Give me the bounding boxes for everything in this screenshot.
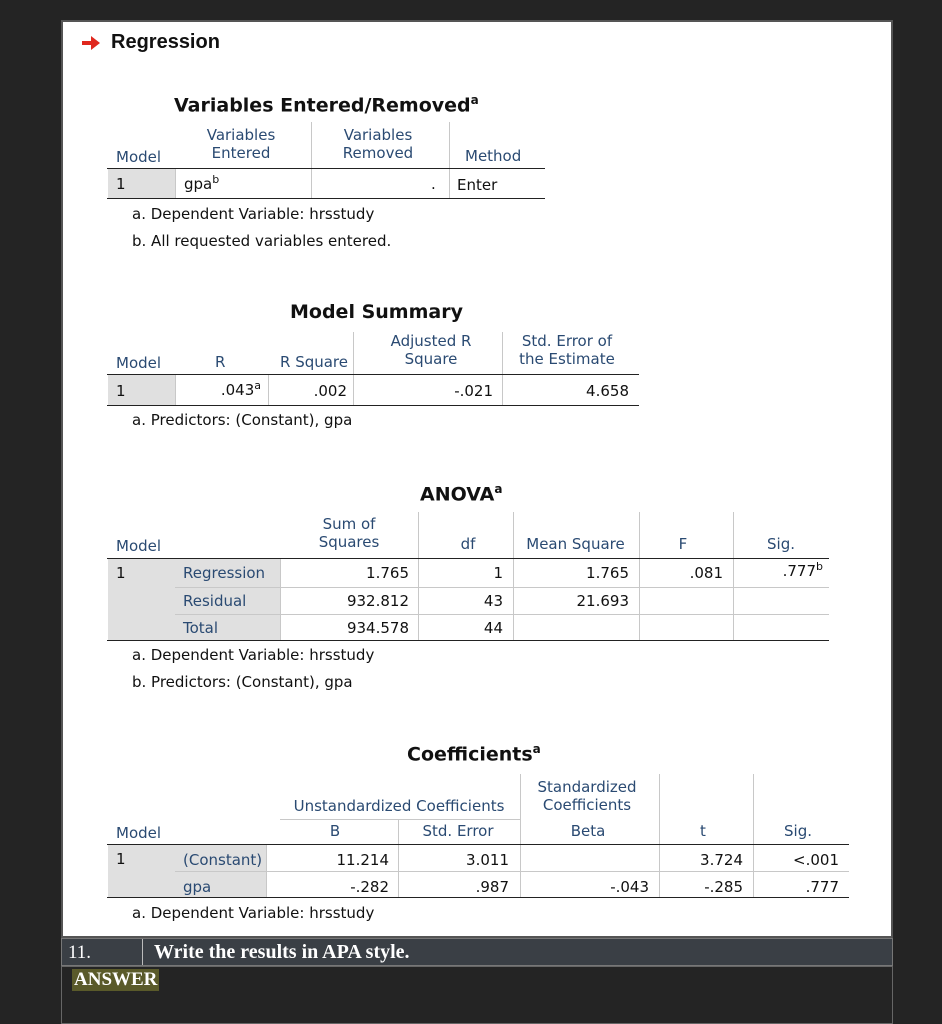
anova-note-a: a. Dependent Variable: hrsstudy	[132, 646, 375, 664]
anova-residual-df: 43	[483, 592, 503, 610]
anova-col-sig: Sig.	[767, 535, 795, 553]
coefficients-title: Coefficients$^a$	[407, 742, 541, 766]
anova-total-sum-sq: 934.578	[346, 619, 409, 637]
anova-row-regression-label: Regression	[183, 564, 266, 582]
anova-residual-mean-sq: 21.693	[576, 592, 629, 610]
output-page	[61, 20, 893, 938]
ms-row-model: 1	[116, 382, 126, 400]
regression-heading[interactable]	[81, 31, 220, 54]
coef-col-std-error: Std. Error	[422, 822, 494, 840]
coef-row-gpa-label: gpa	[183, 878, 212, 896]
ms-col-adj-r-square: Adjusted R Square	[390, 332, 472, 368]
anova-regression-mean-sq: 1.765	[586, 564, 629, 582]
var-row-method: Enter	[457, 176, 498, 194]
anova-regression-sig: .777$^b$	[782, 560, 823, 580]
ms-col-r-square: R Square	[280, 353, 348, 371]
red-arrow-icon	[81, 35, 101, 51]
coef-constant-std-error: 3.011	[466, 851, 509, 869]
ms-col-std-error: Std. Error of the Estimate	[519, 332, 615, 368]
anova-regression-df: 1	[493, 564, 503, 582]
col-variables-removed: Variables Removed	[342, 126, 414, 162]
coef-model: 1	[116, 850, 126, 868]
coef-col-model: Model	[116, 824, 162, 842]
anova-col-f: F	[678, 535, 688, 553]
answer-box[interactable]	[61, 966, 893, 1024]
anova-regression-sum-sq: 1.765	[366, 564, 409, 582]
ms-note-a: a. Predictors: (Constant), gpa	[132, 411, 353, 429]
question-number: 11.	[68, 942, 92, 963]
coef-gpa-t: -.285	[704, 878, 743, 896]
col-method: Method	[465, 147, 522, 165]
question-text: Write the results in APA style.	[154, 941, 410, 963]
anova-note-b: b. Predictors: (Constant), gpa	[132, 673, 353, 691]
question-row	[61, 938, 893, 966]
anova-row-residual-label: Residual	[183, 592, 247, 610]
anova-model: 1	[116, 564, 126, 582]
anova-total-df: 44	[483, 619, 503, 637]
coef-note-a: a. Dependent Variable: hrsstudy	[132, 904, 375, 922]
coef-constant-b: 11.214	[336, 851, 389, 869]
anova-col-model: Model	[116, 537, 162, 555]
var-row-entered: gpa$^b$	[184, 173, 220, 193]
anova-row-total-label: Total	[183, 619, 219, 637]
regression-title: Regression	[111, 31, 220, 53]
anova-residual-sum-sq: 932.812	[346, 592, 409, 610]
model-summary-title: Model Summary	[290, 301, 463, 323]
coef-col-unstandardized: Unstandardized Coefficients	[293, 797, 505, 815]
coef-row-constant-label: (Constant)	[183, 851, 263, 869]
col-variables-entered: Variables Entered	[206, 126, 276, 162]
var-note-b: b. All requested variables entered.	[132, 232, 392, 250]
coef-col-sig: Sig.	[784, 822, 812, 840]
coef-gpa-beta: -.043	[610, 878, 649, 896]
coef-col-t: t	[700, 822, 706, 840]
var-note-a: a. Dependent Variable: hrsstudy	[132, 205, 375, 223]
ms-col-r: R	[215, 353, 226, 371]
anova-col-mean-sq: Mean Square	[526, 535, 625, 553]
coef-col-b: B	[329, 822, 341, 840]
ms-row-adj-r-square: -.021	[454, 382, 493, 400]
var-row-model: 1	[116, 175, 126, 193]
coef-gpa-b: -.282	[350, 878, 389, 896]
anova-col-sum-sq: Sum of Squares	[318, 515, 380, 551]
anova-col-df: df	[460, 535, 476, 553]
coef-constant-t: 3.724	[700, 851, 743, 869]
variables-table-title: Variables Entered/Removed$^a$	[174, 93, 479, 117]
coef-col-standardized: Standardized Coefficients	[537, 778, 637, 814]
anova-title: ANOVA$^a$	[420, 482, 503, 506]
ms-row-r-square: .002	[313, 382, 347, 400]
coef-gpa-sig: .777	[805, 878, 839, 896]
coef-col-beta: Beta	[570, 822, 606, 840]
var-row-removed: .	[431, 175, 436, 193]
answer-label: ANSWER	[74, 969, 158, 990]
col-model: Model	[116, 148, 162, 166]
ms-row-std-error: 4.658	[586, 382, 629, 400]
coef-constant-sig: <.001	[793, 851, 839, 869]
ms-row-r: .043$^a$	[220, 379, 261, 399]
ms-col-model: Model	[116, 354, 162, 372]
coef-gpa-std-error: .987	[475, 878, 509, 896]
anova-regression-f: .081	[689, 564, 723, 582]
